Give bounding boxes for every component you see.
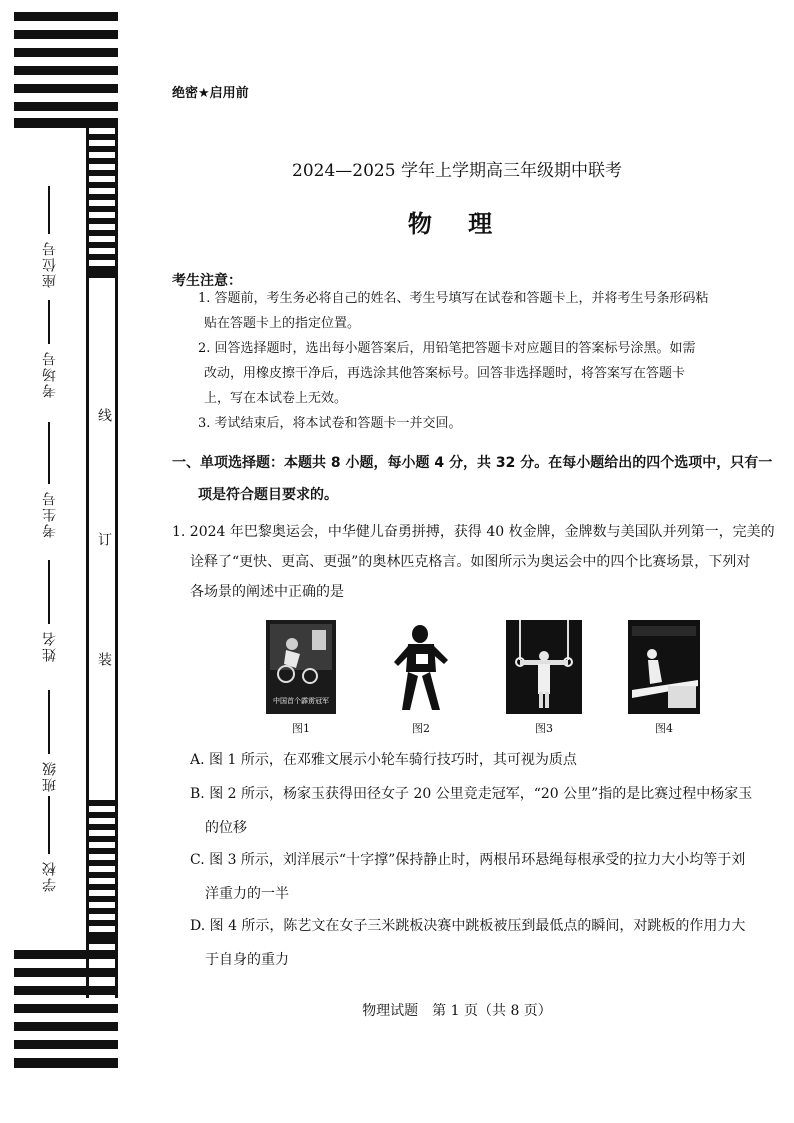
seal-word-bind: 订 <box>96 532 112 546</box>
barcode-stripe <box>14 48 118 57</box>
binding-line <box>86 128 89 998</box>
barcode-stripe <box>86 242 118 248</box>
section-heading-cont: 项是符合题目要求的。 <box>198 487 338 503</box>
room-number-blank[interactable] <box>48 300 50 344</box>
barcode-stripe <box>86 860 118 866</box>
notice-item: 1. 答题前，考生务必将自己的姓名、考生号填写在试卷和答题卡上，并将考生号条形码粘 <box>198 291 709 306</box>
notice-item: 2. 回答选择题时，选出每小题答案后，用铅笔把答题卡对应题目的答案标号涂黑。如需 <box>198 341 696 356</box>
field-label-school: 学校 <box>42 860 58 892</box>
barcode-stripe <box>14 1040 118 1049</box>
seal-word-pack: 装 <box>96 652 112 666</box>
name-blank[interactable] <box>48 560 50 624</box>
barcode-stripe <box>14 968 118 977</box>
barcode-stripe <box>86 170 118 176</box>
barcode-stripe <box>86 812 118 818</box>
barcode-stripe <box>86 908 118 914</box>
barcode-stripe <box>86 254 118 260</box>
barcode-stripe <box>86 884 118 890</box>
option-b-cont: 的位移 <box>205 820 247 836</box>
barcode-stripe <box>86 218 118 224</box>
field-label-seat: 座位号 <box>42 240 58 288</box>
question-stem: 诠释了“更快、更高、更强”的奥林匹克格言。如图所示为奥运会中的四个比赛场景，下列对 <box>190 554 751 570</box>
notice-list <box>198 286 783 436</box>
exam-title: 2024—2025 学年上学期高三年级期中联考 <box>292 161 622 181</box>
springboard-diver-photo-icon <box>628 620 700 714</box>
confidential-mark: 绝密★启用前 <box>172 86 249 101</box>
barcode-stripe <box>14 66 118 75</box>
section-heading: 一、单项选择题：本题共 8 小题，每小题 4 分，共 32 分。在每小题给出的四个选项中，只有一 <box>172 455 773 471</box>
figure-label: 图1 <box>292 722 310 735</box>
field-label-class: 班级 <box>42 760 58 792</box>
barcode-stripe <box>86 194 118 200</box>
barcode-stripe <box>14 118 118 128</box>
barcode-stripe <box>86 134 118 140</box>
page-title: 物 理 <box>407 210 507 238</box>
seat-number-blank[interactable] <box>48 186 50 234</box>
figure-3-image <box>506 620 582 714</box>
notice-item: 改动，用橡皮擦干净后，再选涂其他答案标号。回答非选择题时，将答案写在答题卡 <box>204 366 686 381</box>
barcode-stripe <box>86 146 118 152</box>
field-label-name: 姓名 <box>42 630 58 662</box>
figure-1-image <box>266 620 336 714</box>
rings-gymnast-photo-icon <box>506 620 582 714</box>
barcode-stripe <box>86 932 118 944</box>
racewalker-photo-icon <box>384 620 458 714</box>
barcode-stripe <box>86 158 118 164</box>
option-d-cont: 于自身的重力 <box>205 952 289 968</box>
question-stem: 1. 2024 年巴黎奥运会，中华健儿奋勇拼搏，获得 40 枚金牌，金牌数与美国队并列第一，完美的 <box>172 524 775 540</box>
binding-line <box>115 128 118 998</box>
barcode-stripe <box>14 1058 118 1068</box>
option-b: B. 图 2 所示，杨家玉获得田径女子 20 公里竞走冠军，“20 公里”指的是比赛过程中杨家玉 <box>190 786 753 802</box>
barcode-stripe <box>14 102 118 111</box>
option-a: A. 图 1 所示，在邓雅文展示小轮车骑行技巧时，其可视为质点 <box>190 752 577 768</box>
barcode-stripe <box>14 950 118 959</box>
barcode-stripe <box>86 920 118 926</box>
barcode-stripe <box>86 800 118 806</box>
barcode-stripe <box>86 824 118 830</box>
barcode-stripe <box>14 1004 118 1013</box>
figure-4-image <box>628 620 700 714</box>
barcode-stripe <box>86 872 118 878</box>
figure-label: 图4 <box>655 722 673 735</box>
barcode-stripe <box>86 848 118 854</box>
figure-label: 图2 <box>412 722 430 735</box>
notice-item: 贴在答题卡上的指定位置。 <box>204 316 361 331</box>
barcode-stripe <box>86 836 118 842</box>
barcode-stripe <box>86 230 118 236</box>
question-stem: 各场景的阐述中正确的是 <box>190 584 344 600</box>
notice-item: 上，写在本试卷上无效。 <box>204 391 348 406</box>
barcode-stripe <box>14 1022 118 1031</box>
option-d: D. 图 4 所示，陈艺文在女子三米跳板决赛中跳板被压到最低点的瞬间，对跳板的作用力大 <box>190 918 746 934</box>
notice-heading: 考生注意： <box>172 273 242 289</box>
figure-2-image <box>384 620 458 714</box>
notice-item: 3. 考试结束后，将本试卷和答题卡一并交回。 <box>198 416 462 431</box>
barcode-stripe <box>14 30 118 39</box>
field-label-examinee: 考生号 <box>42 490 58 538</box>
option-c-cont: 洋重力的一半 <box>205 886 289 902</box>
barcode-stripe <box>86 182 118 188</box>
seal-word-line: 线 <box>96 408 112 422</box>
barcode-stripe <box>86 206 118 212</box>
barcode-stripe <box>14 986 118 995</box>
barcode-stripe <box>14 12 118 21</box>
barcode-stripe <box>86 896 118 902</box>
field-label-room: 考场号 <box>42 350 58 398</box>
examinee-number-blank[interactable] <box>48 422 50 484</box>
school-blank[interactable] <box>48 796 50 854</box>
option-c: C. 图 3 所示，刘洋展示“十字撑”保持静止时，两根吊环悬绳每根承受的拉力大小均等于刘 <box>190 852 746 868</box>
figure-1-caption: 中国首个霹雳冠军 <box>273 697 329 705</box>
barcode-stripe <box>14 84 118 93</box>
barcode-stripe <box>86 266 118 278</box>
figure-label: 图3 <box>535 722 553 735</box>
class-blank[interactable] <box>48 690 50 754</box>
page-footer: 物理试题 第 1 页（共 8 页） <box>362 1003 552 1019</box>
